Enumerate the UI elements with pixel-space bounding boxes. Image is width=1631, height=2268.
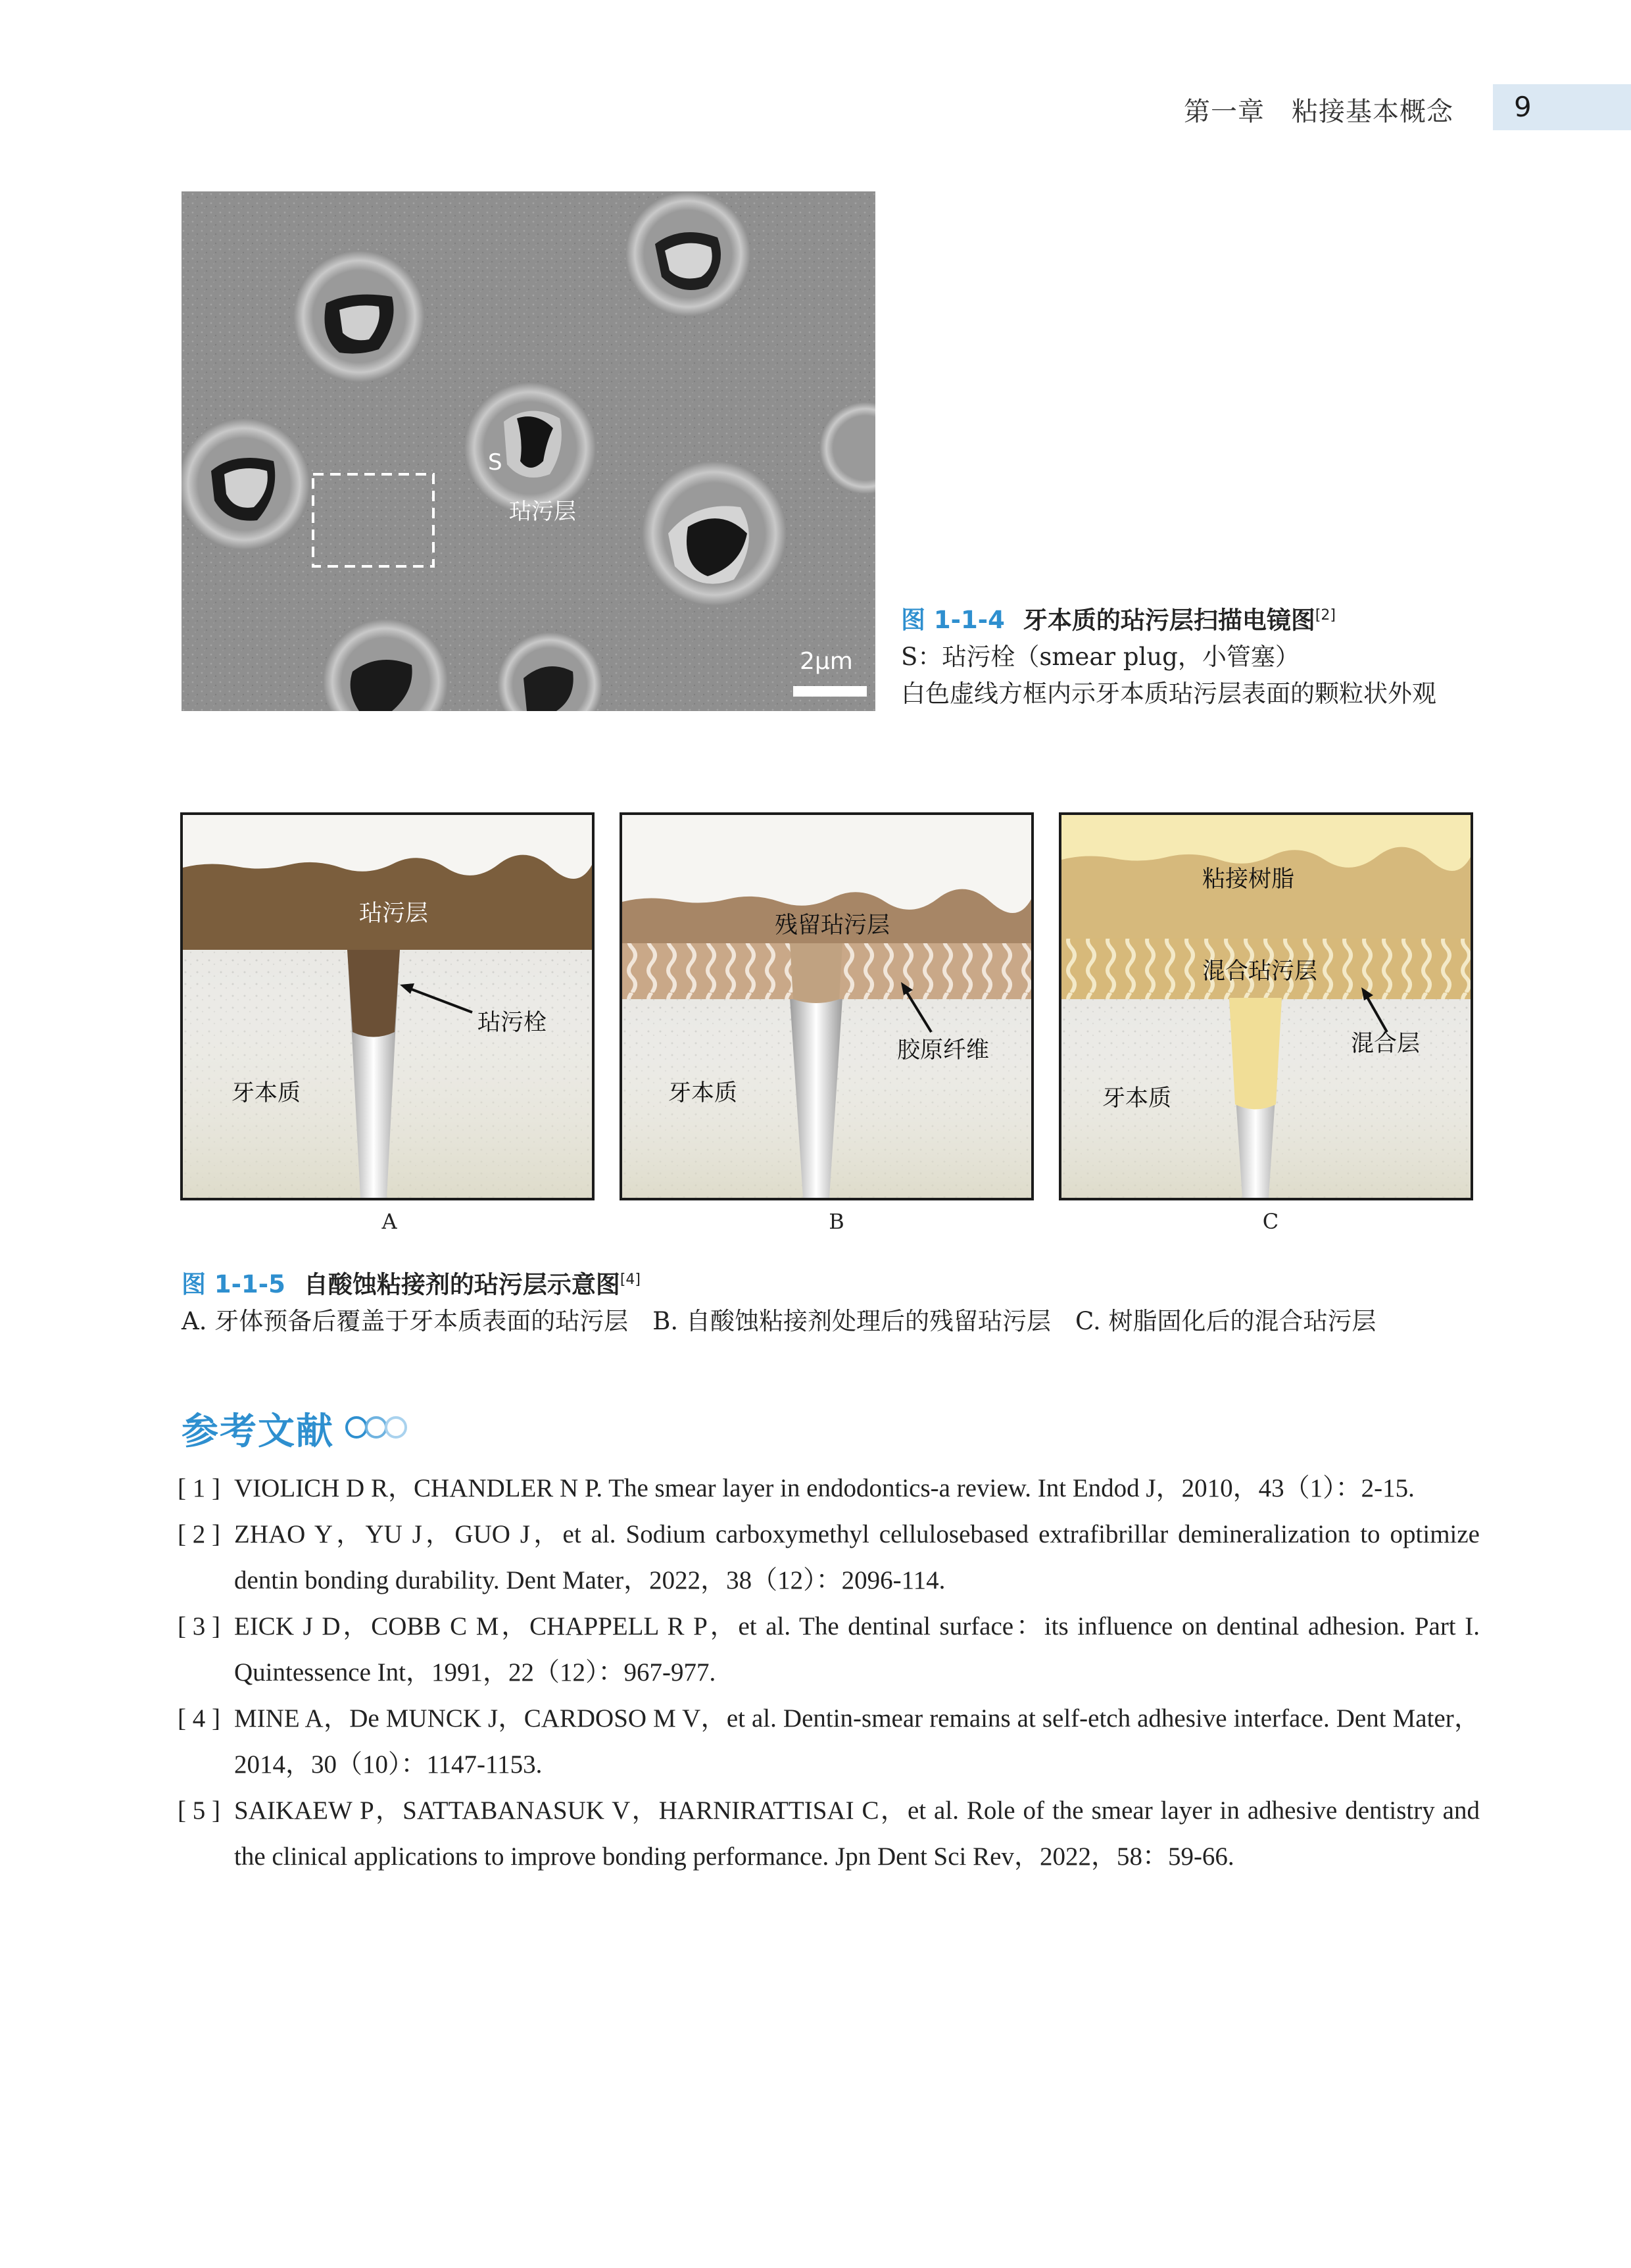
figure-1-caption [901,597,1598,712]
sem-label-smear: 玷污层 [509,499,576,525]
panel-letter-a: A [381,1209,397,1234]
diagram-panel-b [620,812,1034,1200]
figure-2-number: 图 1-1-5 [182,1270,285,1299]
sem-micrograph [182,191,875,711]
circles-decoration-icon [342,1413,414,1442]
label-smear-plug: 玷污栓 [477,1010,547,1036]
reference-item: [ 1 ] VIOLICH D R，CHANDLER N P. The smear layer in endodontics-a review. Int Endod J，2010，43（1）：2-15. [178,1474,1415,1502]
label-hybrid-layer: 混合层 [1351,1031,1421,1057]
reference-item: [ 2 ] ZHAO Y，YU J，GUO J，et al. Sodium carboxymethyl cellulosebased extrafibrillar demineralization to optimize dentin bonding durability. Dent Mater，2022，38（12）：2096-114. [178,1520,1480,1594]
tubule-5 [642,461,787,606]
figure-1-title-text: 牙本质的玷污层扫描电镜图 [1023,606,1315,635]
figure-2-ref: [4] [620,1271,641,1288]
reference-item: [ 4 ] MINE A，De MUNCK J，CARDOSO M V，et al. Dentin-smear remains at self-etch adhesive interface. Dent Mater，2014，30（10）：1147-1153. [178,1704,1480,1779]
reference-list [178,1466,1480,1880]
scale-bar [793,686,867,697]
figure-2-caption [182,1262,1497,1340]
figure-2-title-text: 自酸蚀粘接剂的玷污层示意图 [303,1270,620,1299]
reference-item: [ 5 ] SAIKAEW P，SATTABANASUK V，HARNIRATTISAI C，et al. Role of the smear layer in adhesive dentistry and the clinical applications to improve bonding performance. Jpn Dent Sci Rev，2022，58：59-66. [178,1796,1480,1871]
tubule-2 [625,191,750,316]
label-dentin-b: 牙本质 [668,1080,738,1106]
panel-letter-c: C [1262,1209,1279,1234]
figure-1-number: 图 1-1-4 [901,606,1005,635]
references-heading: 参考文献 [182,1410,334,1453]
label-collagen: 胶原纤维 [897,1037,990,1064]
tubule-4 [182,418,310,550]
label-residual-smear: 残留玷污层 [775,912,890,939]
figure-1-title [901,597,1598,639]
diagram-panel-c [1059,812,1473,1200]
label-dentin-c: 牙本质 [1102,1085,1172,1112]
figure-1-caption-line-1: S：玷污栓（smear plug，小管塞） [901,643,1300,672]
diagram-panel-a [180,812,595,1200]
tubule-1 [293,251,425,382]
reference-item: [ 3 ] EICK J D，COBB C M，CHAPPELL R P，et al. The dentinal surface：its influence on dentinal adhesion. Part I. Quintessence Int，1991，22（12）：967-977. [178,1612,1480,1687]
scale-bar-label: 2μm [800,648,853,675]
label-resin: 粘接树脂 [1202,866,1295,893]
label-hybrid-smear: 混合玷污层 [1202,958,1318,985]
figure-1-ref: [2] [1315,607,1336,624]
running-header-chapter: 第一章 粘接基本概念 [1184,97,1453,127]
figure-2-title [182,1262,1497,1303]
figure-1-caption-line-2: 白色虚线方框内示牙本质玷污层表面的颗粒状外观 [901,679,1436,708]
panel-letter-b: B [829,1209,844,1234]
page-number: 9 [1514,91,1532,123]
label-smear-layer-a: 玷污层 [359,900,429,927]
label-dentin-a: 牙本质 [231,1080,301,1106]
sem-label-s: S [488,449,502,476]
figure-2-caption-line: A. 牙体预备后覆盖于牙本质表面的玷污层 B. 自酸蚀粘接剂处理后的残留玷污层 C. 树脂固化后的混合玷污层 [182,1307,1376,1336]
